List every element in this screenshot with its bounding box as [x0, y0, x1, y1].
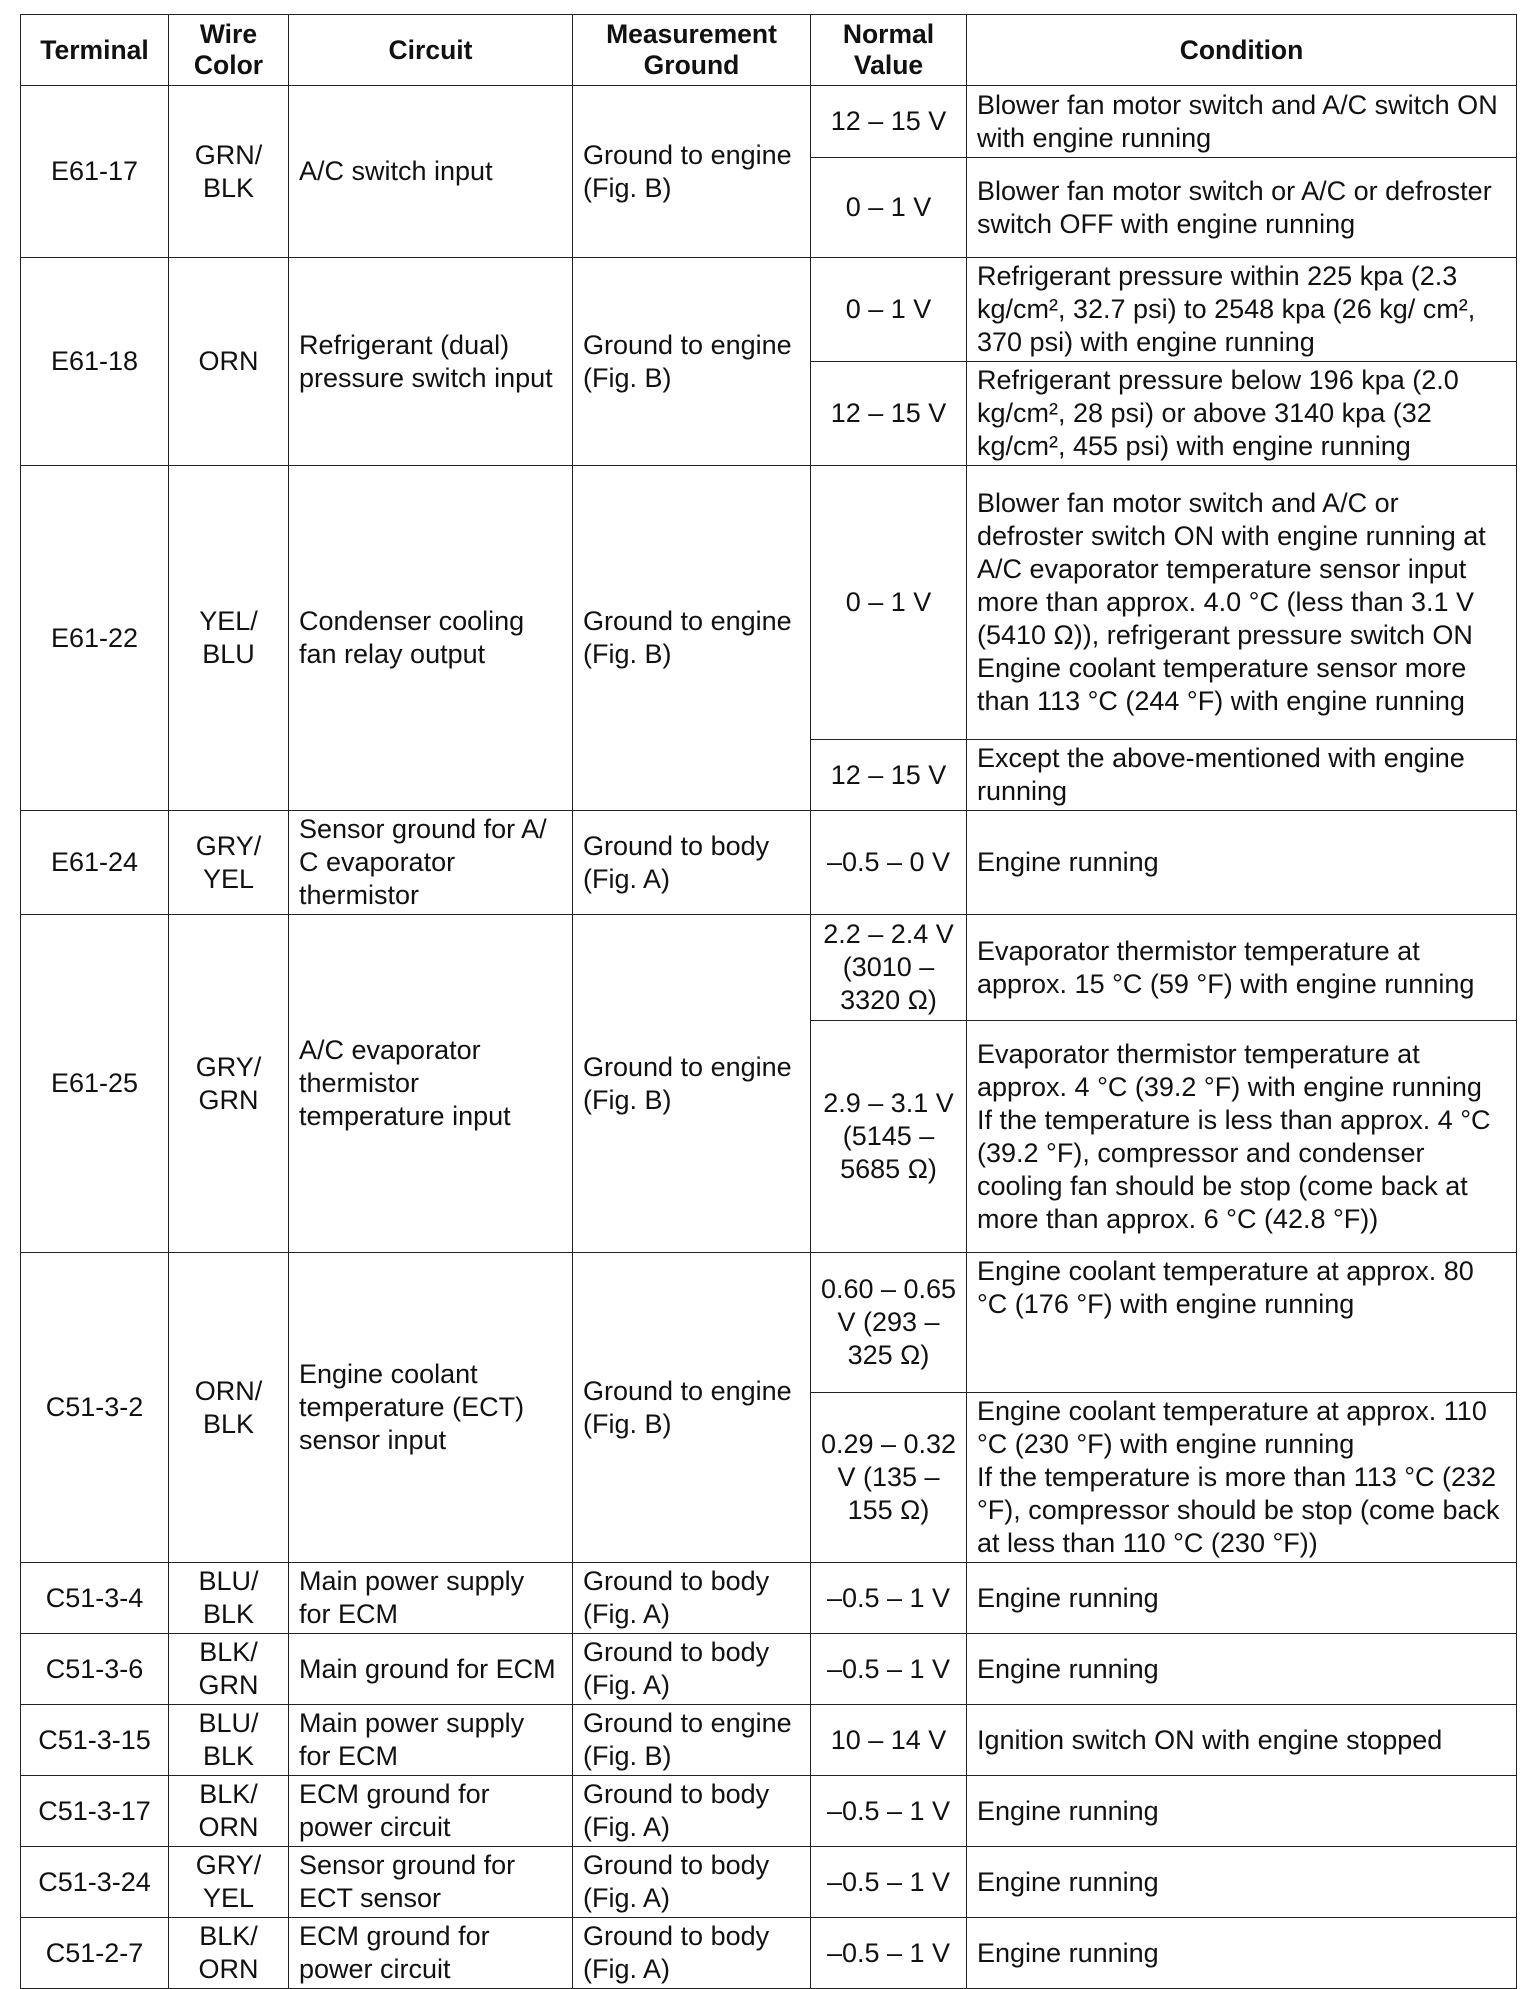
condition-cell: Engine coolant temperature at approx. 80 °C (176 °F) with engine running	[967, 1253, 1517, 1393]
condition-cell	[967, 1393, 1517, 1563]
condition-cell	[967, 1021, 1517, 1253]
condition-cell: Evaporator thermistor temperature at approx. 15 °C (59 °F) with engine running	[967, 915, 1517, 1021]
table-row	[21, 1705, 1517, 1776]
condition-cell: Refrigerant pressure within 225 kpa (2.3 kg/cm², 32.7 psi) to 2548 kpa (26 kg/ cm², 370 psi) with engine running	[967, 258, 1517, 362]
table-row	[21, 1918, 1517, 1989]
condition-text-extra: If the temperature is less than approx. 4 °C (39.2 °F), compressor and condenser cooling fan should be stop (come back at more than approx. 6 °C (42.8 °F))	[977, 1104, 1491, 1234]
circuit-cell: ECM ground for power circuit	[289, 1918, 573, 1989]
table-row	[21, 1776, 1517, 1847]
normal-value-cell: –0.5 – 1 V	[811, 1563, 967, 1634]
normal-value-cell: 12 – 15 V	[811, 362, 967, 466]
normal-value-cell: 0 – 1 V	[811, 466, 967, 740]
condition-cell: Refrigerant pressure below 196 kpa (2.0 kg/cm², 28 psi) or above 3140 kpa (32 kg/cm², 455 psi) with engine running	[967, 362, 1517, 466]
table-row	[21, 466, 1517, 740]
header-wire-color: Wire Color	[169, 15, 289, 86]
terminal-cell: C51-3-2	[21, 1253, 169, 1563]
condition-cell	[967, 466, 1517, 740]
circuit-cell: Engine coolant temperature (ECT) sensor input	[289, 1253, 573, 1563]
terminal-cell: C51-3-17	[21, 1776, 169, 1847]
table-row	[21, 1563, 1517, 1634]
terminal-cell: E61-24	[21, 811, 169, 915]
normal-value-cell: 0.60 – 0.65 V (293 – 325 Ω)	[811, 1253, 967, 1393]
terminal-spec-table	[20, 14, 1517, 1989]
terminal-cell: C51-3-15	[21, 1705, 169, 1776]
table-row	[21, 811, 1517, 915]
header-terminal: Terminal	[21, 15, 169, 86]
circuit-cell: A/C switch input	[289, 86, 573, 258]
measurement-ground-cell: Ground to engine (Fig. B)	[573, 915, 811, 1253]
wire-color-cell: BLU/ BLK	[169, 1705, 289, 1776]
terminal-cell: E61-25	[21, 915, 169, 1253]
condition-cell: Blower fan motor switch and A/C switch ON with engine running	[967, 86, 1517, 158]
condition-cell: Engine running	[967, 1563, 1517, 1634]
terminal-cell: C51-3-6	[21, 1634, 169, 1705]
wire-color-cell: GRY/ YEL	[169, 1847, 289, 1918]
terminal-cell: E61-18	[21, 258, 169, 466]
normal-value-cell: –0.5 – 1 V	[811, 1918, 967, 1989]
condition-cell: Blower fan motor switch or A/C or defroster switch OFF with engine running	[967, 158, 1517, 258]
circuit-cell: Sensor ground for ECT sensor	[289, 1847, 573, 1918]
wire-color-cell: BLK/ ORN	[169, 1776, 289, 1847]
circuit-cell: Condenser cooling fan relay output	[289, 466, 573, 811]
condition-text-extra: Engine coolant temperature sensor more than 113 °C (244 °F) with engine running	[977, 653, 1467, 716]
terminal-cell: C51-3-4	[21, 1563, 169, 1634]
condition-cell: Except the above-mentioned with engine running	[967, 740, 1517, 811]
condition-cell: Engine running	[967, 1918, 1517, 1989]
measurement-ground-cell: Ground to engine (Fig. B)	[573, 1253, 811, 1563]
circuit-cell: ECM ground for power circuit	[289, 1776, 573, 1847]
header-circuit: Circuit	[289, 15, 573, 86]
condition-cell: Engine running	[967, 811, 1517, 915]
table-row	[21, 258, 1517, 362]
condition-text: Blower fan motor switch and A/C or defroster switch ON with engine running at A/C evaporator temperature sensor input more than approx. 4.0 °C (less than 3.1 V (5410 Ω)), refrigerant pressure switch ON	[977, 488, 1486, 650]
terminal-cell: E61-17	[21, 86, 169, 258]
measurement-ground-cell: Ground to engine (Fig. B)	[573, 1705, 811, 1776]
circuit-cell: Main power supply for ECM	[289, 1705, 573, 1776]
normal-value-cell: 12 – 15 V	[811, 86, 967, 158]
table-row	[21, 1847, 1517, 1918]
normal-value-cell: –0.5 – 1 V	[811, 1847, 967, 1918]
circuit-cell: Sensor ground for A/ C evaporator thermistor	[289, 811, 573, 915]
normal-value-cell: –0.5 – 1 V	[811, 1634, 967, 1705]
table-row	[21, 1253, 1517, 1393]
measurement-ground-cell: Ground to body (Fig. A)	[573, 811, 811, 915]
normal-value-cell: 10 – 14 V	[811, 1705, 967, 1776]
table-row	[21, 86, 1517, 158]
measurement-ground-cell: Ground to body (Fig. A)	[573, 1776, 811, 1847]
condition-text-extra: If the temperature is more than 113 °C (232 °F), compressor should be stop (come back at less than 110 °C (230 °F))	[977, 1462, 1500, 1558]
measurement-ground-cell: Ground to body (Fig. A)	[573, 1847, 811, 1918]
condition-cell: Ignition switch ON with engine stopped	[967, 1705, 1517, 1776]
normal-value-cell: 0 – 1 V	[811, 158, 967, 258]
wire-color-cell: GRN/ BLK	[169, 86, 289, 258]
wire-color-cell: BLU/ BLK	[169, 1563, 289, 1634]
header-normal-value: Normal Value	[811, 15, 967, 86]
measurement-ground-cell: Ground to body (Fig. A)	[573, 1918, 811, 1989]
wire-color-cell: ORN/ BLK	[169, 1253, 289, 1563]
normal-value-cell: –0.5 – 0 V	[811, 811, 967, 915]
wire-color-cell: BLK/ ORN	[169, 1918, 289, 1989]
condition-cell: Engine running	[967, 1634, 1517, 1705]
measurement-ground-cell: Ground to engine (Fig. B)	[573, 86, 811, 258]
normal-value-cell: –0.5 – 1 V	[811, 1776, 967, 1847]
wire-color-cell: BLK/ GRN	[169, 1634, 289, 1705]
spec-table-wrapper	[20, 14, 1516, 1989]
normal-value-cell: 0.29 – 0.32 V (135 – 155 Ω)	[811, 1393, 967, 1563]
header-measurement-ground: Measurement Ground	[573, 15, 811, 86]
circuit-cell: Refrigerant (dual) pressure switch input	[289, 258, 573, 466]
terminal-cell: C51-3-24	[21, 1847, 169, 1918]
circuit-cell: Main ground for ECM	[289, 1634, 573, 1705]
wire-color-cell: GRY/ YEL	[169, 811, 289, 915]
measurement-ground-cell: Ground to body (Fig. A)	[573, 1563, 811, 1634]
condition-text: Evaporator thermistor temperature at approx. 4 °C (39.2 °F) with engine running	[977, 1038, 1482, 1102]
condition-text: Engine coolant temperature at approx. 110 °C (230 °F) with engine running	[977, 1396, 1487, 1459]
normal-value-cell: 2.9 – 3.1 V (5145 – 5685 Ω)	[811, 1021, 967, 1253]
wire-color-cell: GRY/ GRN	[169, 915, 289, 1253]
normal-value-cell: 12 – 15 V	[811, 740, 967, 811]
header-row	[21, 15, 1517, 86]
table-row	[21, 1634, 1517, 1705]
terminal-cell: E61-22	[21, 466, 169, 811]
condition-cell: Engine running	[967, 1776, 1517, 1847]
normal-value-cell: 0 – 1 V	[811, 258, 967, 362]
table-row	[21, 915, 1517, 1021]
wire-color-cell: YEL/ BLU	[169, 466, 289, 811]
measurement-ground-cell: Ground to engine (Fig. B)	[573, 466, 811, 811]
circuit-cell: A/C evaporator thermistor temperature input	[289, 915, 573, 1253]
wire-color-cell: ORN	[169, 258, 289, 466]
measurement-ground-cell: Ground to body (Fig. A)	[573, 1634, 811, 1705]
normal-value-cell: 2.2 – 2.4 V (3010 – 3320 Ω)	[811, 915, 967, 1021]
terminal-cell: C51-2-7	[21, 1918, 169, 1989]
measurement-ground-cell: Ground to engine (Fig. B)	[573, 258, 811, 466]
header-condition: Condition	[967, 15, 1517, 86]
condition-cell: Engine running	[967, 1847, 1517, 1918]
circuit-cell: Main power supply for ECM	[289, 1563, 573, 1634]
